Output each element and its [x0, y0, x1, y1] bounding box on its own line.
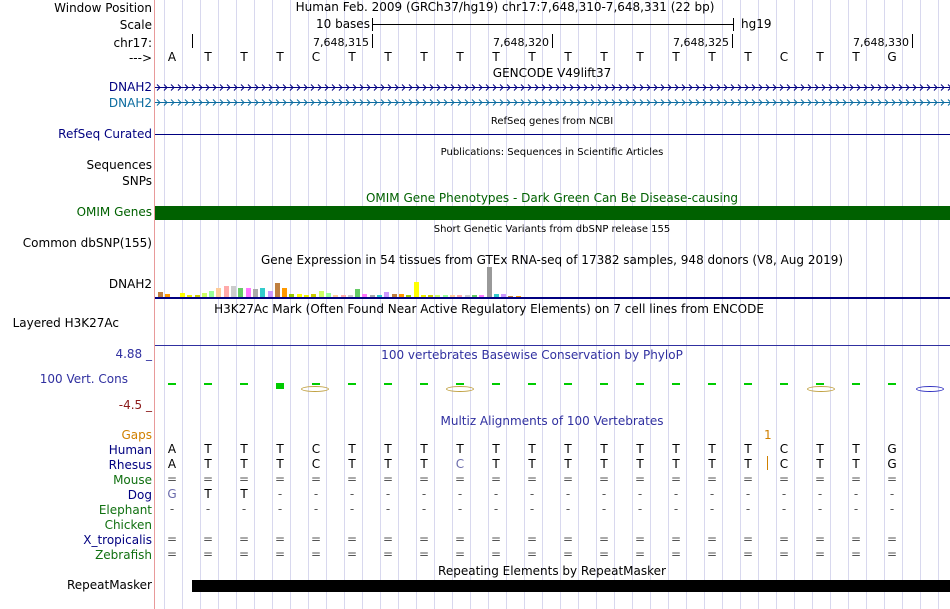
- rhesus-aligned-base: T: [384, 457, 392, 471]
- phylop-score-bar: [744, 383, 752, 385]
- dog-aligned-base: -: [385, 487, 391, 501]
- xtrop-aligned-base: =: [598, 532, 610, 546]
- browser-track-area[interactable]: [155, 0, 950, 609]
- repeatmasker-track-title: Repeating Elements by RepeatMasker: [438, 564, 666, 578]
- zebrafish-aligned-base: =: [778, 547, 790, 561]
- phylop-score-bar: [600, 383, 608, 385]
- rhesus-aligned-base: T: [204, 457, 212, 471]
- human-aligned-base: T: [600, 442, 608, 456]
- human-aligned-base: T: [672, 442, 680, 456]
- xtrop-aligned-base: =: [562, 532, 574, 546]
- xtrop-aligned-base: =: [778, 532, 790, 546]
- reference-base: T: [636, 50, 644, 64]
- strand-label: --->: [128, 51, 152, 65]
- gtex-tissue-bar[interactable]: [282, 288, 287, 297]
- mouse-aligned-base: =: [778, 472, 790, 486]
- mouse-aligned-base: =: [670, 472, 682, 486]
- human-aligned-base: G: [887, 442, 897, 456]
- scale-text: 10 bases: [316, 17, 370, 31]
- dog-aligned-base: -: [565, 487, 571, 501]
- dog-aligned-base: -: [637, 487, 643, 501]
- gencode-gene-arrows[interactable]: [155, 82, 950, 108]
- ruler-tick-major: [912, 34, 913, 48]
- rhesus-aligned-base: T: [276, 457, 284, 471]
- reference-base: T: [852, 50, 860, 64]
- refseq-label[interactable]: RefSeq Curated: [58, 127, 152, 141]
- rhesus-aligned-base: A: [167, 457, 177, 471]
- phylop-score-bar: [708, 383, 716, 385]
- human-aligned-base: T: [816, 442, 824, 456]
- human-aligned-base: T: [528, 442, 536, 456]
- ruler-tick-major: [192, 34, 193, 48]
- reference-base: T: [204, 50, 212, 64]
- reference-base: T: [816, 50, 824, 64]
- xtrop-aligned-base: =: [526, 532, 538, 546]
- gtex-expression-bars[interactable]: [155, 266, 950, 298]
- mouse-aligned-base: =: [526, 472, 538, 486]
- xtrop-aligned-base: =: [634, 532, 646, 546]
- dog-aligned-base: G: [167, 487, 177, 501]
- rhesus-aligned-base: T: [348, 457, 356, 471]
- ruler-tick-label: 7,648,320: [493, 36, 549, 49]
- human-aligned-base: T: [456, 442, 464, 456]
- refseq-track-title: RefSeq genes from NCBI: [490, 116, 614, 127]
- phylop-score-bar: [672, 383, 680, 385]
- zebrafish-aligned-base: =: [742, 547, 754, 561]
- elephant-aligned-base: -: [493, 502, 499, 516]
- zebrafish-aligned-base: =: [670, 547, 682, 561]
- mouse-aligned-base: =: [310, 472, 322, 486]
- dog-aligned-base: -: [529, 487, 535, 501]
- zebrafish-label: Zebrafish: [95, 548, 152, 562]
- h3k27ac-baseline: [155, 345, 950, 346]
- xtrop-aligned-base: =: [382, 532, 394, 546]
- zebrafish-aligned-base: =: [346, 547, 358, 561]
- dog-aligned-base: -: [745, 487, 751, 501]
- scale-bar: [372, 24, 734, 25]
- zebrafish-aligned-base: =: [166, 547, 178, 561]
- phylop-outlier-mark: [446, 386, 474, 392]
- human-aligned-base: T: [852, 442, 860, 456]
- dog-aligned-base: -: [601, 487, 607, 501]
- phylop-score-bar: [168, 383, 176, 385]
- zebrafish-aligned-base: =: [814, 547, 826, 561]
- xtrop-aligned-base: =: [490, 532, 502, 546]
- rhesus-aligned-base: T: [240, 457, 248, 471]
- rhesus-aligned-base: T: [636, 457, 644, 471]
- snps-label[interactable]: SNPs: [122, 174, 152, 188]
- gtex-tissue-bar[interactable]: [260, 288, 265, 297]
- elephant-aligned-base: -: [709, 502, 715, 516]
- phylop-track-title: 100 vertebrates Basewise Conservation by PhyloP: [381, 348, 683, 362]
- reference-base: C: [779, 50, 789, 64]
- ruler-tick-major: [372, 34, 373, 48]
- mouse-aligned-base: =: [886, 472, 898, 486]
- zebrafish-aligned-base: =: [382, 547, 394, 561]
- human-aligned-base: T: [240, 442, 248, 456]
- gtex-track-title: Gene Expression in 54 tissues from GTEx RNA-seq of 17382 samples, 948 donors (V8, Aug 2019): [260, 253, 844, 267]
- scale-label: Scale: [119, 18, 152, 32]
- phylop-score-bar: [348, 383, 356, 385]
- zebrafish-aligned-base: =: [454, 547, 466, 561]
- rhesus-aligned-base: T: [420, 457, 428, 471]
- human-aligned-base: T: [204, 442, 212, 456]
- dog-aligned-base: -: [781, 487, 787, 501]
- gtex-gene-label[interactable]: DNAH2: [108, 277, 152, 291]
- rhesus-label: Rhesus: [108, 458, 152, 472]
- reference-base: C: [311, 50, 321, 64]
- phylop-outlier-mark: [807, 386, 835, 392]
- insertion-marker: [767, 456, 768, 470]
- phylop-score-bar: [636, 383, 644, 385]
- rhesus-aligned-base: T: [672, 457, 680, 471]
- human-aligned-base: T: [564, 442, 572, 456]
- zebrafish-aligned-base: =: [526, 547, 538, 561]
- zebrafish-aligned-base: =: [598, 547, 610, 561]
- mouse-aligned-base: =: [346, 472, 358, 486]
- rhesus-aligned-base: T: [852, 457, 860, 471]
- zebrafish-aligned-base: =: [562, 547, 574, 561]
- mouse-aligned-base: =: [166, 472, 178, 486]
- gtex-tissue-bar[interactable]: [414, 282, 419, 297]
- reference-base: T: [600, 50, 608, 64]
- xtrop-aligned-base: =: [418, 532, 430, 546]
- rhesus-aligned-base: T: [492, 457, 500, 471]
- reference-base: T: [384, 50, 392, 64]
- xtrop-aligned-base: =: [850, 532, 862, 546]
- dog-aligned-base: -: [817, 487, 823, 501]
- phylop-score-bar: [384, 383, 392, 385]
- assembly-text: hg19: [741, 17, 772, 31]
- dog-aligned-base: -: [313, 487, 319, 501]
- elephant-aligned-base: -: [529, 502, 535, 516]
- reference-base: T: [492, 50, 500, 64]
- cons-max-label: 4.88 _: [115, 347, 152, 361]
- mouse-aligned-base: =: [454, 472, 466, 486]
- h3k27ac-track-title: H3K27Ac Mark (Often Found Near Active Regulatory Elements) on 7 cell lines from ENCODE: [214, 302, 764, 316]
- xtrop-label: X_tropicalis: [83, 533, 152, 547]
- dog-label: Dog: [127, 488, 152, 502]
- elephant-label: Elephant: [98, 503, 152, 517]
- zebrafish-aligned-base: =: [418, 547, 430, 561]
- zebrafish-aligned-base: =: [202, 547, 214, 561]
- reference-base: T: [420, 50, 428, 64]
- mouse-aligned-base: =: [742, 472, 754, 486]
- scale-bar-left-tick: [372, 18, 373, 31]
- elephant-aligned-base: -: [781, 502, 787, 516]
- phylop-score-bar: [852, 383, 860, 385]
- chrom-label: chr17:: [113, 36, 152, 50]
- rhesus-aligned-base: T: [564, 457, 572, 471]
- gtex-tissue-bar[interactable]: [246, 288, 251, 297]
- h3k27ac-label[interactable]: Layered H3K27Ac: [12, 316, 119, 330]
- gtex-tissue-bar[interactable]: [231, 286, 236, 297]
- phylop-score-bar: [456, 383, 464, 385]
- elephant-aligned-base: -: [817, 502, 823, 516]
- mouse-aligned-base: =: [238, 472, 250, 486]
- gaps-count: 1: [764, 428, 772, 442]
- xtrop-aligned-base: =: [454, 532, 466, 546]
- xtrop-aligned-base: =: [274, 532, 286, 546]
- zebrafish-aligned-base: =: [238, 547, 250, 561]
- mouse-aligned-base: =: [418, 472, 430, 486]
- ruler-tick-major: [732, 34, 733, 48]
- ruler-tick-label: 7,648,330: [853, 36, 909, 49]
- rhesus-aligned-base: T: [708, 457, 716, 471]
- elephant-aligned-base: -: [637, 502, 643, 516]
- mouse-aligned-base: =: [814, 472, 826, 486]
- xtrop-aligned-base: =: [706, 532, 718, 546]
- omim-label[interactable]: OMIM Genes: [76, 205, 152, 219]
- xtrop-aligned-base: =: [202, 532, 214, 546]
- gtex-tissue-bar[interactable]: [253, 289, 258, 297]
- ruler-tick-major: [552, 34, 553, 48]
- dog-aligned-base: T: [240, 487, 248, 501]
- reference-base: T: [348, 50, 356, 64]
- zebrafish-aligned-base: =: [274, 547, 286, 561]
- dbsnp-track-title: Short Genetic Variants from dbSNP release 155: [433, 224, 671, 235]
- elephant-aligned-base: -: [457, 502, 463, 516]
- human-label: Human: [108, 443, 152, 457]
- dog-aligned-base: -: [421, 487, 427, 501]
- chicken-label: Chicken: [104, 518, 152, 532]
- phylop-score-bar: [492, 383, 500, 385]
- rhesus-aligned-base: G: [887, 457, 897, 471]
- gtex-tissue-bar[interactable]: [487, 267, 492, 297]
- human-aligned-base: T: [708, 442, 716, 456]
- elephant-aligned-base: -: [313, 502, 319, 516]
- phylop-score-bar: [528, 383, 536, 385]
- elephant-aligned-base: -: [349, 502, 355, 516]
- phylop-score-bar: [888, 383, 896, 385]
- elephant-aligned-base: -: [385, 502, 391, 516]
- phylop-score-bar: [420, 383, 428, 385]
- cons-name-label[interactable]: 100 Vert. Cons: [39, 372, 128, 386]
- dog-aligned-base: -: [853, 487, 859, 501]
- xtrop-aligned-base: =: [814, 532, 826, 546]
- zebrafish-aligned-base: =: [706, 547, 718, 561]
- repeatmasker-element[interactable]: [192, 580, 950, 592]
- repeatmasker-label[interactable]: RepeatMasker: [66, 578, 152, 592]
- elephant-aligned-base: -: [565, 502, 571, 516]
- reference-base: T: [672, 50, 680, 64]
- mouse-label: Mouse: [113, 473, 152, 487]
- position-title: Human Feb. 2009 (GRCh37/hg19) chr17:7,648,310-7,648,331 (22 bp): [295, 0, 715, 14]
- gencode-track-title: GENCODE V49lift37: [492, 66, 612, 80]
- dog-aligned-base: T: [204, 487, 212, 501]
- dog-aligned-base: -: [457, 487, 463, 501]
- multiz-track-title: Multiz Alignments of 100 Vertebrates: [440, 414, 664, 428]
- rhesus-aligned-base: C: [455, 457, 465, 471]
- xtrop-aligned-base: =: [742, 532, 754, 546]
- reference-base: T: [240, 50, 248, 64]
- reference-base: T: [276, 50, 284, 64]
- refseq-gene-line[interactable]: [155, 134, 950, 135]
- gaps-label: Gaps: [121, 428, 152, 442]
- elephant-aligned-base: -: [421, 502, 427, 516]
- gtex-tissue-bar[interactable]: [224, 286, 229, 297]
- gtex-tissue-bar[interactable]: [216, 288, 221, 297]
- phylop-score-bar: [816, 383, 824, 385]
- track-labels-panel: [0, 0, 155, 609]
- ruler-tick-label: 7,648,315: [313, 36, 369, 49]
- xtrop-aligned-base: =: [238, 532, 250, 546]
- dog-aligned-base: -: [493, 487, 499, 501]
- dnah2-gencode-label[interactable]: DNAH2: [108, 80, 152, 94]
- zebrafish-aligned-base: =: [850, 547, 862, 561]
- reference-base: T: [564, 50, 572, 64]
- omim-track-title: OMIM Gene Phenotypes - Dark Green Can Be Disease-causing: [365, 191, 739, 205]
- elephant-aligned-base: -: [169, 502, 175, 516]
- phylop-score-bar: [276, 383, 284, 389]
- phylop-conservation-plot[interactable]: [155, 370, 950, 405]
- omim-gene-bar[interactable]: [155, 206, 950, 220]
- reference-base: G: [887, 50, 897, 64]
- human-aligned-base: A: [167, 442, 177, 456]
- publications-track-title: Publications: Sequences in Scientific Articles: [440, 147, 664, 158]
- xtrop-aligned-base: =: [346, 532, 358, 546]
- phylop-score-bar: [204, 383, 212, 385]
- human-aligned-base: T: [384, 442, 392, 456]
- zebrafish-aligned-base: =: [886, 547, 898, 561]
- xtrop-aligned-base: =: [670, 532, 682, 546]
- human-aligned-base: T: [744, 442, 752, 456]
- elephant-aligned-base: -: [601, 502, 607, 516]
- phylop-outlier-mark: [916, 386, 944, 392]
- elephant-aligned-base: -: [673, 502, 679, 516]
- gtex-baseline: [155, 297, 950, 299]
- mouse-aligned-base: =: [202, 472, 214, 486]
- rhesus-aligned-base: C: [311, 457, 321, 471]
- mouse-aligned-base: =: [850, 472, 862, 486]
- window-position-label: Window Position: [54, 1, 152, 15]
- mouse-aligned-base: =: [706, 472, 718, 486]
- elephant-aligned-base: -: [241, 502, 247, 516]
- human-aligned-base: T: [492, 442, 500, 456]
- elephant-aligned-base: -: [889, 502, 895, 516]
- reference-base: T: [528, 50, 536, 64]
- dog-aligned-base: -: [889, 487, 895, 501]
- reference-base: T: [744, 50, 752, 64]
- rhesus-aligned-base: T: [528, 457, 536, 471]
- xtrop-aligned-base: =: [886, 532, 898, 546]
- dog-aligned-base: -: [349, 487, 355, 501]
- dog-aligned-base: -: [709, 487, 715, 501]
- gtex-tissue-bar[interactable]: [238, 288, 243, 297]
- xtrop-aligned-base: =: [166, 532, 178, 546]
- mouse-aligned-base: =: [490, 472, 502, 486]
- dbsnp-label[interactable]: Common dbSNP(155): [22, 236, 152, 250]
- human-aligned-base: T: [636, 442, 644, 456]
- zebrafish-aligned-base: =: [634, 547, 646, 561]
- human-aligned-base: T: [276, 442, 284, 456]
- elephant-aligned-base: -: [277, 502, 283, 516]
- zebrafish-aligned-base: =: [310, 547, 322, 561]
- sequences-label[interactable]: Sequences: [86, 158, 152, 172]
- phylop-score-bar: [240, 383, 248, 385]
- cons-min-label: -4.5 _: [118, 398, 152, 412]
- human-aligned-base: T: [420, 442, 428, 456]
- dog-aligned-base: -: [277, 487, 283, 501]
- human-aligned-base: C: [311, 442, 321, 456]
- gtex-tissue-bar[interactable]: [355, 289, 360, 297]
- mouse-aligned-base: =: [634, 472, 646, 486]
- rhesus-aligned-base: C: [779, 457, 789, 471]
- xtrop-aligned-base: =: [310, 532, 322, 546]
- scale-bar-right-tick: [733, 18, 734, 31]
- mouse-aligned-base: =: [382, 472, 394, 486]
- dnah2-gencode-label-2[interactable]: DNAH2: [108, 96, 152, 110]
- human-aligned-base: T: [348, 442, 356, 456]
- phylop-score-bar: [312, 383, 320, 385]
- human-aligned-base: C: [779, 442, 789, 456]
- mouse-aligned-base: =: [598, 472, 610, 486]
- reference-base: T: [708, 50, 716, 64]
- ruler-tick-label: 7,648,325: [673, 36, 729, 49]
- dog-aligned-base: -: [673, 487, 679, 501]
- elephant-aligned-base: -: [745, 502, 751, 516]
- mouse-aligned-base: =: [562, 472, 574, 486]
- mouse-aligned-base: =: [274, 472, 286, 486]
- rhesus-aligned-base: T: [744, 457, 752, 471]
- reference-base: T: [456, 50, 464, 64]
- elephant-aligned-base: -: [205, 502, 211, 516]
- phylop-outlier-mark: [301, 386, 329, 392]
- phylop-score-bar: [780, 383, 788, 385]
- zebrafish-aligned-base: =: [490, 547, 502, 561]
- rhesus-aligned-base: T: [816, 457, 824, 471]
- phylop-score-bar: [564, 383, 572, 385]
- gtex-tissue-bar[interactable]: [275, 283, 280, 297]
- reference-base: A: [167, 50, 177, 64]
- elephant-aligned-base: -: [853, 502, 859, 516]
- rhesus-aligned-base: T: [600, 457, 608, 471]
